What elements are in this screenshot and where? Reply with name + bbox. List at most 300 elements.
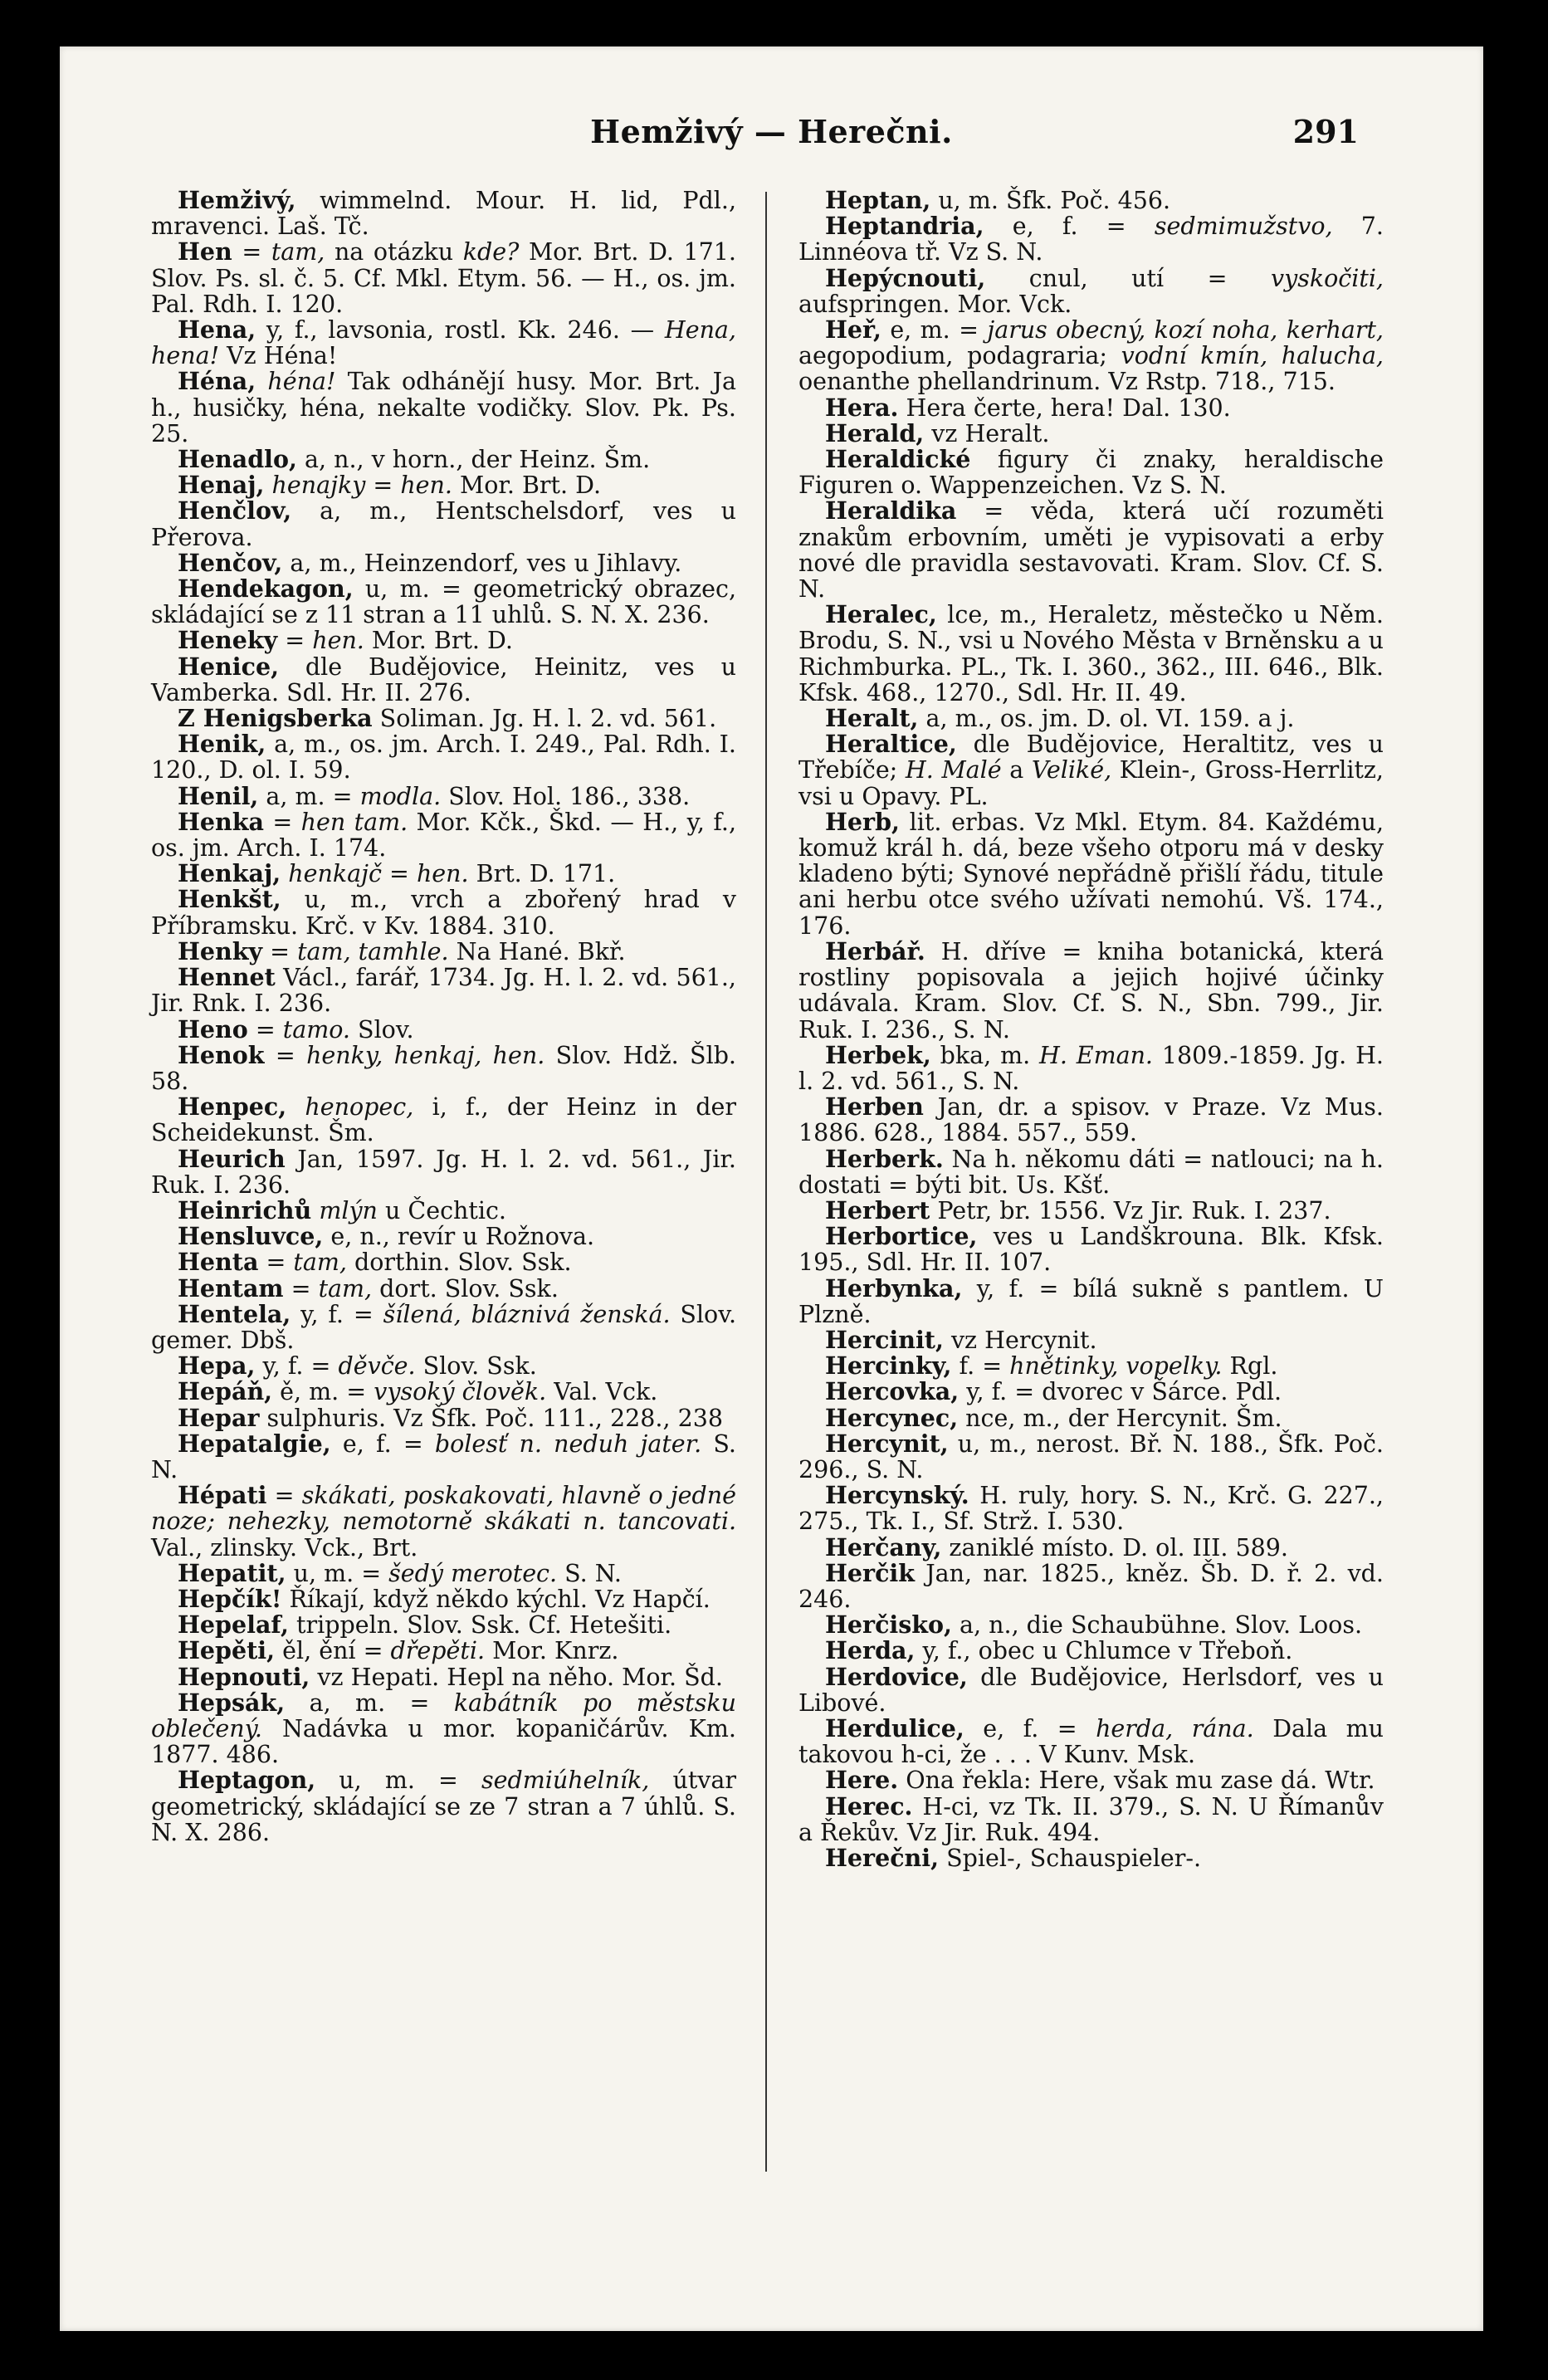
entry-text: = <box>232 238 271 266</box>
dictionary-entry <box>798 1379 1384 1405</box>
headword: Hepěti, <box>178 1636 276 1665</box>
entry-text: dle Budějovice, Heinitz, ves u Vamberka. Sdl. Hr. II. 276. <box>151 652 736 706</box>
headword: Herdovice, <box>825 1662 968 1691</box>
dictionary-entry <box>798 731 1384 809</box>
headword: Heptandria, <box>825 212 984 241</box>
dictionary-entry <box>151 447 736 472</box>
entry-text: Jan, nar. 1825., kněz. Šb. D. ř. 2. vd. 246. <box>798 1559 1384 1613</box>
entry-text: Jan, 1597. Jg. H. l. 2. vd. 561., Jir. Ruk. I. 236. <box>151 1145 736 1199</box>
entry-text: Slov. <box>349 1015 414 1043</box>
entry-italic: sedmimužstvo, <box>1154 213 1333 241</box>
entry-text: H. dříve = kniha botanická, která rostliny popisovala a jejich hojivé účinky udávala. Kram. Slov. Cf. S. N., Sbn. 799., Jir. Ruk. I. 236., S. N. <box>798 937 1384 1043</box>
dictionary-entry <box>151 809 736 861</box>
dictionary-entry <box>151 317 736 369</box>
dictionary-entry <box>798 1845 1384 1871</box>
dictionary-entry <box>798 1532 1384 1561</box>
headword: Hercinky, <box>825 1351 952 1381</box>
dictionary-entry <box>798 498 1384 602</box>
headword: Herbortice, <box>825 1222 978 1251</box>
entry-italic: šílená, bláznivá ženská. <box>383 1300 671 1328</box>
entry-text: a, m., os. jm. D. ol. VI. 159. a j. <box>918 705 1295 733</box>
headword: Hentela, <box>178 1299 291 1328</box>
entry-italic: bolesť n. neduh jater. <box>434 1429 702 1458</box>
entry-text: = <box>277 627 313 655</box>
entry-text: Mor. Brt. D. 171. Slov. Ps. sl. č. 5. Cf. Mkl. Etym. 56. — H., os. jm. Pal. Rdh. I. 120. <box>151 238 736 318</box>
entry-text: S. N. <box>557 1559 622 1587</box>
dictionary-entry <box>798 418 1384 447</box>
dictionary-entry <box>151 1483 736 1561</box>
dictionary-entry <box>151 781 736 810</box>
entry-text: 7. Linnéova tř. Vz S. N. <box>798 213 1384 266</box>
entry-text: a, n., die Schaubühne. Slov. Loos. <box>951 1611 1363 1640</box>
entry-text: ě, m. = <box>272 1378 374 1406</box>
headword: Heraltice, <box>825 730 957 759</box>
headword: Henok <box>178 1040 265 1069</box>
headword: Herbert <box>825 1195 930 1224</box>
entry-text: = <box>264 1041 307 1069</box>
dictionary-entry <box>151 1249 736 1275</box>
entry-text: Hera čerte, hera! Dal. 130. <box>898 393 1231 422</box>
headword: Henka <box>178 807 264 836</box>
headword: Herbynka, <box>825 1273 963 1302</box>
entry-italic: vodní kmín, halucha, <box>1121 342 1384 370</box>
entry-italic: vyskočiti, <box>1271 264 1384 292</box>
entry-text: sulphuris. Vz Šfk. Poč. 111., 228., 238 <box>259 1404 724 1432</box>
entry-text: zaniklé místo. D. ol. III. 589. <box>941 1533 1288 1561</box>
entry-text: e, f. = <box>330 1429 435 1458</box>
dictionary-entry <box>151 550 736 576</box>
dictionary-entry <box>151 1195 736 1224</box>
headword: Henaj, <box>178 471 265 500</box>
entry-italic: tam, <box>293 1249 347 1277</box>
entry-italic: H. Malé <box>905 756 1002 784</box>
dictionary-entry <box>151 1690 736 1768</box>
entry-italic: hen tam. <box>300 808 408 836</box>
headword: Hepatit, <box>178 1558 286 1587</box>
entry-text: útvar geometrický, skládající se ze 7 stran a 7 úhlů. S. N. X. 286. <box>151 1767 736 1846</box>
headword: Heraldické <box>825 445 971 474</box>
entry-text: a, m. = <box>258 782 360 810</box>
headword: Hen <box>178 237 232 266</box>
dictionary-entry <box>798 1195 1384 1224</box>
entry-text: e, f. = <box>964 1714 1096 1742</box>
dictionary-entry <box>798 1353 1384 1379</box>
dictionary-entry <box>798 1664 1384 1716</box>
dictionary-entry <box>798 1040 1384 1095</box>
entry-text <box>281 860 288 887</box>
headword: Herbář. <box>825 936 925 965</box>
right-column <box>798 188 1384 1871</box>
dictionary-entry <box>151 965 736 1016</box>
dictionary-entry <box>798 706 1384 731</box>
headword: Herberk. <box>825 1144 944 1173</box>
entry-text: Na Hané. Bkř. <box>448 937 626 965</box>
dictionary-entry <box>151 887 736 938</box>
entry-italic: hen. <box>416 860 469 888</box>
headword: Hera. <box>825 393 899 422</box>
entry-text: aegopodium, podagraria; <box>798 342 1121 370</box>
entry-text: = <box>247 1015 283 1043</box>
entry-italic: kde? <box>462 238 520 266</box>
entry-text: Mor. Brt. D. <box>364 627 513 655</box>
dictionary-entry <box>151 239 736 317</box>
entry-italic: tam, tamhle. <box>297 937 449 965</box>
dictionary-entry <box>151 1014 736 1043</box>
headword: Henice, <box>178 652 280 681</box>
dictionary-entry <box>151 731 736 783</box>
dictionary-entry <box>798 317 1384 395</box>
dictionary-entry <box>798 1405 1384 1431</box>
dictionary-entry <box>151 188 736 239</box>
entry-text: Val. Vck. <box>546 1378 658 1406</box>
entry-text: vz Heralt. <box>924 419 1050 447</box>
entry-text: Mor. Knrz. <box>485 1637 619 1665</box>
headword: Henčlov, <box>178 496 292 525</box>
entry-italic: modla. <box>359 782 442 810</box>
entry-italic: hen. <box>312 627 364 655</box>
headword: Hensluvce, <box>178 1222 324 1251</box>
entry-text: Nadávka u mor. kopaničárův. Km. 1877. 486. <box>151 1714 736 1769</box>
headword: Heralt, <box>825 704 919 733</box>
entry-text: Dala mu takovou h-ci, že . . . V Kunv. Msk. <box>798 1714 1384 1769</box>
dictionary-entry <box>151 1224 736 1249</box>
dictionary-entry <box>151 1638 736 1664</box>
entry-text: a <box>1001 756 1032 784</box>
dictionary-entry <box>798 1638 1384 1664</box>
entry-text: H. ruly, hory. S. N., Krč. G. 227., 275., Tk. I., Sf. Strž. I. 530. <box>798 1482 1384 1536</box>
entry-text: = <box>365 472 401 500</box>
headword: Heraldika <box>825 496 957 525</box>
entry-italic: herda, rána. <box>1096 1714 1254 1742</box>
dictionary-entry <box>151 498 736 550</box>
entry-text: oenanthe phellandrinum. Vz Rstp. 718., 715. <box>798 368 1336 396</box>
entry-text: S. N. <box>151 1429 736 1483</box>
headword: Heptagon, <box>178 1766 316 1795</box>
headword: Henčov, <box>178 548 283 577</box>
entry-italic: skákati, poskakovati, hlavně o jedné noze; nehezky, nemotorně skákati n. tancovati. <box>151 1482 736 1536</box>
dictionary-page <box>60 46 1483 2331</box>
dictionary-entry <box>151 1094 736 1146</box>
headword: Henil, <box>178 781 259 810</box>
headword: Henky <box>178 936 263 965</box>
headword: Hepatalgie, <box>178 1429 331 1458</box>
dictionary-entry <box>151 1767 736 1845</box>
dictionary-entry <box>151 1273 736 1302</box>
entry-text: dle Budějovice, Heraltitz, ves u Třebíče; <box>798 731 1384 784</box>
column-divider <box>765 192 767 2172</box>
dictionary-entry <box>798 1767 1384 1793</box>
entry-text: = <box>262 937 298 965</box>
entry-text: u, m. Šfk. Poč. 456. <box>930 187 1171 214</box>
entry-text: dle Budějovice, Herlsdorf, ves u Libové. <box>798 1663 1384 1717</box>
entry-text: Tak odhánějí husy. Mor. Brt. Ja h., husičky, héna, nekalte vodičky. Slov. Pk. Ps. 25. <box>151 368 737 447</box>
entry-text: dort. Slov. Ssk. <box>372 1274 559 1302</box>
headword: Héna, <box>178 367 256 396</box>
dictionary-entry <box>798 1327 1384 1353</box>
entry-text: wimmelnd. Mour. H. lid, Pdl., mravenci. Laš. Tč. <box>151 187 736 241</box>
entry-text: e, m. = <box>881 316 988 345</box>
entry-text: Slov. Hdž. Šlb. 58. <box>151 1041 736 1095</box>
headword: Hercinit, <box>825 1325 944 1354</box>
entry-text: y, f. = <box>255 1352 339 1381</box>
dictionary-entry <box>151 1586 736 1612</box>
headword: Hercovka, <box>825 1377 960 1406</box>
dictionary-entry <box>151 628 736 653</box>
headword: Hennet <box>178 963 276 992</box>
headword: Herdulice, <box>825 1713 964 1742</box>
dictionary-entry <box>151 1664 736 1690</box>
entry-text: i, f., der Heinz in der Scheidekunst. Šm. <box>151 1093 737 1147</box>
entry-text <box>286 1093 305 1121</box>
entry-italic: henajky <box>271 472 366 500</box>
headword: Henpec, <box>178 1092 287 1122</box>
entry-text: y, f. = <box>291 1300 383 1328</box>
headword: Herec. <box>825 1791 913 1820</box>
headword: Herečni, <box>825 1844 940 1872</box>
dictionary-entry <box>151 936 736 965</box>
entry-italic: vysoký člověk. <box>374 1378 547 1406</box>
entry-text: Val., zlinsky. Vck., Brt. <box>151 1533 418 1561</box>
entry-italic: Hena, hena! <box>151 316 736 370</box>
headword: Henta <box>178 1248 259 1277</box>
headword: Hendekagon, <box>178 574 354 604</box>
dictionary-entry <box>151 706 736 731</box>
headword: Hentam <box>178 1273 284 1302</box>
entry-italic: tam, <box>318 1274 373 1302</box>
dictionary-entry <box>151 861 736 887</box>
dictionary-entry <box>151 1040 736 1095</box>
entry-italic: héna! <box>267 368 336 396</box>
dictionary-entry <box>798 602 1384 706</box>
entry-text: lit. erbas. Vz Mkl. Etym. 84. Každému, komuž král h. dá, beze všeho otporu má v desky kladeno býti; Synové nepřádně přišlí řádu, titule ani herbu otce svého užívati nemohú. Vš. 174., 176. <box>798 808 1384 940</box>
page-number: 291 <box>1292 113 1359 150</box>
headword: Hepelaf, <box>178 1610 289 1640</box>
headword: Here. <box>825 1766 899 1795</box>
entry-text: Slov. Hol. 186., 338. <box>441 782 691 810</box>
headword: Herb, <box>825 807 900 836</box>
entry-text: Vz Héna! <box>219 342 338 370</box>
entry-text: na otázku <box>325 238 463 266</box>
headword: Hena, <box>178 315 256 345</box>
headword: Heptan, <box>825 186 931 214</box>
headword: Hepar <box>178 1403 260 1432</box>
entry-italic: henkajč <box>288 860 382 888</box>
entry-italic: kabátník po městsku oblečený. <box>151 1688 736 1742</box>
dictionary-entry <box>798 1146 1384 1198</box>
entry-text: aufspringen. Mor. Vck. <box>798 290 1072 318</box>
entry-text: vz Hercynit. <box>943 1326 1097 1354</box>
entry-italic: hnětinky, vopelky. <box>1009 1352 1223 1381</box>
entry-text: Mor. Kčk., Škd. — H., y, f., os. jm. Arch. I. 174. <box>151 808 736 863</box>
headword: Hercynský. <box>825 1481 969 1510</box>
dictionary-entry <box>151 1299 736 1354</box>
dictionary-entry <box>151 1612 736 1638</box>
entry-text: e, n., revír u Rožnova. <box>323 1223 595 1251</box>
dictionary-entry <box>798 1612 1384 1638</box>
headword: Hepčík! <box>178 1584 282 1613</box>
entry-text: u, m. = geometrický obrazec, skládající se z 11 stran a 11 uhlů. S. N. X. 236. <box>151 575 736 629</box>
page-header <box>60 113 1483 163</box>
entry-text: a, n., v horn., der Heinz. Šm. <box>296 446 651 474</box>
entry-text: y, f. = bílá sukně s pantlem. U Plzně. <box>798 1274 1384 1328</box>
dictionary-entry <box>798 1791 1384 1846</box>
entry-italic: děvče. <box>338 1352 416 1381</box>
dictionary-entry <box>798 1558 1384 1613</box>
dictionary-entry <box>798 1273 1384 1328</box>
dictionary-entry <box>798 1483 1384 1534</box>
entry-text: = <box>264 808 301 836</box>
headword: Herčany, <box>825 1532 942 1561</box>
entry-text: y, f., obec u Chlumce v Třeboň. <box>915 1637 1293 1665</box>
entry-text: Mor. Brt. D. <box>452 472 602 500</box>
entry-text: Brt. D. 171. <box>468 860 616 888</box>
headword: Heř, <box>825 315 881 345</box>
running-title: Hemživý — Herečni. <box>590 113 953 150</box>
entry-text: Jan, dr. a spisov. v Praze. Vz Mus. 1886. 628., 1884. 557., 559. <box>798 1093 1384 1147</box>
headword: Hepáň, <box>178 1377 273 1406</box>
entry-text <box>311 1197 319 1224</box>
dictionary-entry <box>151 472 736 498</box>
headword: Heurich <box>178 1144 286 1173</box>
dictionary-entry <box>151 1431 736 1483</box>
dictionary-entry <box>151 576 736 628</box>
entry-text: Ona řekla: Here, však mu zase dá. Wtr. <box>898 1767 1375 1795</box>
entry-text: Petr, br. 1556. Vz Jir. Ruk. I. 237. <box>930 1196 1331 1224</box>
dictionary-entry <box>151 1146 736 1198</box>
dictionary-entry <box>798 1713 1384 1769</box>
entry-italic: henky, henkaj, hen. <box>306 1041 545 1069</box>
entry-text: nce, m., der Hercynit. Šm. <box>958 1404 1282 1432</box>
entry-italic: sedmiúhelník, <box>481 1767 650 1795</box>
entry-text: f. = <box>951 1352 1010 1381</box>
headword: Henkaj, <box>178 859 281 888</box>
headword: Hepa, <box>178 1351 256 1381</box>
dictionary-entry <box>798 213 1384 265</box>
dictionary-entry <box>798 447 1384 498</box>
entry-text: a, m., Heinzendorf, ves u Jihlavy. <box>282 549 682 577</box>
headword: Henkšt, <box>178 885 281 914</box>
entry-italic: hen. <box>400 472 452 500</box>
entry-text: = <box>283 1274 319 1302</box>
entry-text: = <box>258 1249 294 1277</box>
headword: Herbek, <box>825 1040 931 1069</box>
entry-text: e, f. = <box>984 213 1155 241</box>
entry-text: = věda, která učí rozuměti znakům erbovním, uměti je vypisovati a erby nové dle pravidla sestavovati. Kram. Slov. Cf. S. N. <box>798 497 1384 604</box>
entry-text: 1809.-1859. Jg. H. l. 2. vd. 561., S. N. <box>798 1041 1384 1095</box>
headword: Hercynit, <box>825 1429 949 1458</box>
entry-text: = <box>381 860 417 888</box>
entry-text: H-ci, vz Tk. II. 379., S. N. U Římanův a Řekův. Vz Jir. Ruk. 494. <box>798 1792 1384 1846</box>
headword: Heralec, <box>825 600 937 629</box>
headword: Henadlo, <box>178 445 297 474</box>
entry-text <box>264 472 271 499</box>
entry-text: ves u Landškrouna. Blk. Kfsk. 195., Sdl. Hr. II. 107. <box>798 1223 1384 1277</box>
headword: Henik, <box>178 730 266 759</box>
left-column <box>151 188 736 1845</box>
entry-text: ěl, ění = <box>275 1637 391 1665</box>
entry-text: Na h. někomu dáti = natlouci; na h. dostati = býti bit. Us. Kšť. <box>798 1145 1384 1199</box>
dictionary-entry <box>151 1405 736 1431</box>
dictionary-entry <box>798 1224 1384 1275</box>
entry-text: dorthin. Slov. Ssk. <box>346 1249 572 1277</box>
entry-text: Slov. Ssk. <box>415 1352 537 1381</box>
entry-text: Říkají, když někdo kýchl. Vz Hapčí. <box>281 1585 711 1613</box>
entry-text <box>256 368 267 395</box>
headword: Heneky <box>178 626 278 655</box>
entry-text: cnul, utí = <box>985 264 1272 292</box>
entry-text: lce, m., Heraletz, městečko u Něm. Brodu, S. N., vsi u Nového Města v Brněnsku a u Richmburka. PL., Tk. I. 360., 362., III. 646., Blk. Kfsk. 468., 1270., Sdl. Hr. II. 49. <box>798 601 1384 706</box>
entry-text: a, m., os. jm. Arch. I. 249., Pal. Rdh. I. 120., D. ol. I. 59. <box>151 731 736 784</box>
dictionary-entry <box>151 654 736 706</box>
headword: Z Henigsberka <box>178 704 373 733</box>
entry-text: u, m., vrch a zbořený hrad v Příbramsku. Krč. v Kv. 1884. 310. <box>151 886 736 940</box>
entry-text: Rgl. <box>1222 1352 1278 1381</box>
entry-text: Václ., farář, 1734. Jg. H. l. 2. vd. 561., Jir. Rnk. I. 236. <box>151 964 736 1018</box>
headword: Herčik <box>825 1558 916 1587</box>
dictionary-entry <box>798 263 1384 318</box>
headword: Herald, <box>825 418 925 447</box>
entry-italic: jarus obecný, kozí noha, kerhart, <box>987 316 1384 345</box>
dictionary-entry <box>798 395 1384 421</box>
entry-text: Soliman. Jg. H. l. 2. vd. 561. <box>372 705 717 733</box>
headword: Heinrichů <box>178 1195 312 1224</box>
entry-text: Spiel-, Schauspieler-. <box>939 1845 1202 1872</box>
headword: Hepsák, <box>178 1688 286 1717</box>
dictionary-entry <box>151 1558 736 1587</box>
entry-text: figury či znaky, heraldische Figuren o. Wappenzeichen. Vz S. N. <box>798 446 1384 500</box>
headword: Hemživý, <box>178 186 296 214</box>
dictionary-entry <box>798 1431 1384 1483</box>
entry-italic: mlýn <box>319 1196 378 1224</box>
entry-text: Slov. gemer. Dbš. <box>151 1300 736 1354</box>
entry-text: u, m. = <box>315 1767 481 1795</box>
headword: Hercynec, <box>825 1403 959 1432</box>
headword: Heno <box>178 1014 248 1043</box>
entry-italic: henopec, <box>305 1093 414 1122</box>
headword: Herben <box>825 1092 924 1122</box>
entry-text: y, f. = dvorec v Šárce. Pdl. <box>959 1378 1282 1406</box>
entry-italic: šedý merotec. <box>388 1559 558 1587</box>
headword: Hépati <box>178 1481 267 1510</box>
headword: Herda, <box>825 1636 916 1665</box>
dictionary-entry <box>151 1353 736 1379</box>
entry-italic: H. Eman. <box>1039 1041 1153 1069</box>
entry-text: Klein-, Gross-Herrlitz, vsi u Opavy. PL. <box>798 756 1384 810</box>
entry-text: = <box>266 1482 302 1510</box>
headword: Hepýcnouti, <box>825 263 986 292</box>
entry-text: u Čechtic. <box>377 1196 506 1224</box>
entry-text: y, f., lavsonia, rostl. Kk. 246. — <box>256 316 665 345</box>
entry-text: bka, m. <box>930 1041 1039 1069</box>
dictionary-entry <box>798 188 1384 213</box>
entry-text: u, m. = <box>286 1559 389 1587</box>
dictionary-entry <box>151 369 736 447</box>
dictionary-entry <box>798 809 1384 939</box>
dictionary-entry <box>151 1379 736 1405</box>
entry-text: a, m., Hentschelsdorf, ves u Přerova. <box>151 497 736 551</box>
headword: Herčisko, <box>825 1610 952 1640</box>
entry-text: u, m., nerost. Bř. N. 188., Šfk. Poč. 296., S. N. <box>798 1429 1384 1483</box>
entry-italic: tam, <box>271 238 325 266</box>
entry-italic: Veliké, <box>1031 756 1112 784</box>
entry-italic: dřepěti. <box>390 1637 486 1665</box>
entry-text: trippeln. Slov. Ssk. Cf. Hetešiti. <box>288 1611 672 1640</box>
dictionary-entry <box>798 936 1384 1043</box>
entry-text: a, m. = <box>285 1688 454 1717</box>
headword: Hepnouti, <box>178 1662 310 1691</box>
entry-italic: tamo. <box>282 1015 350 1043</box>
entry-text: vz Hepati. Hepl na něho. Mor. Šd. <box>310 1663 723 1691</box>
